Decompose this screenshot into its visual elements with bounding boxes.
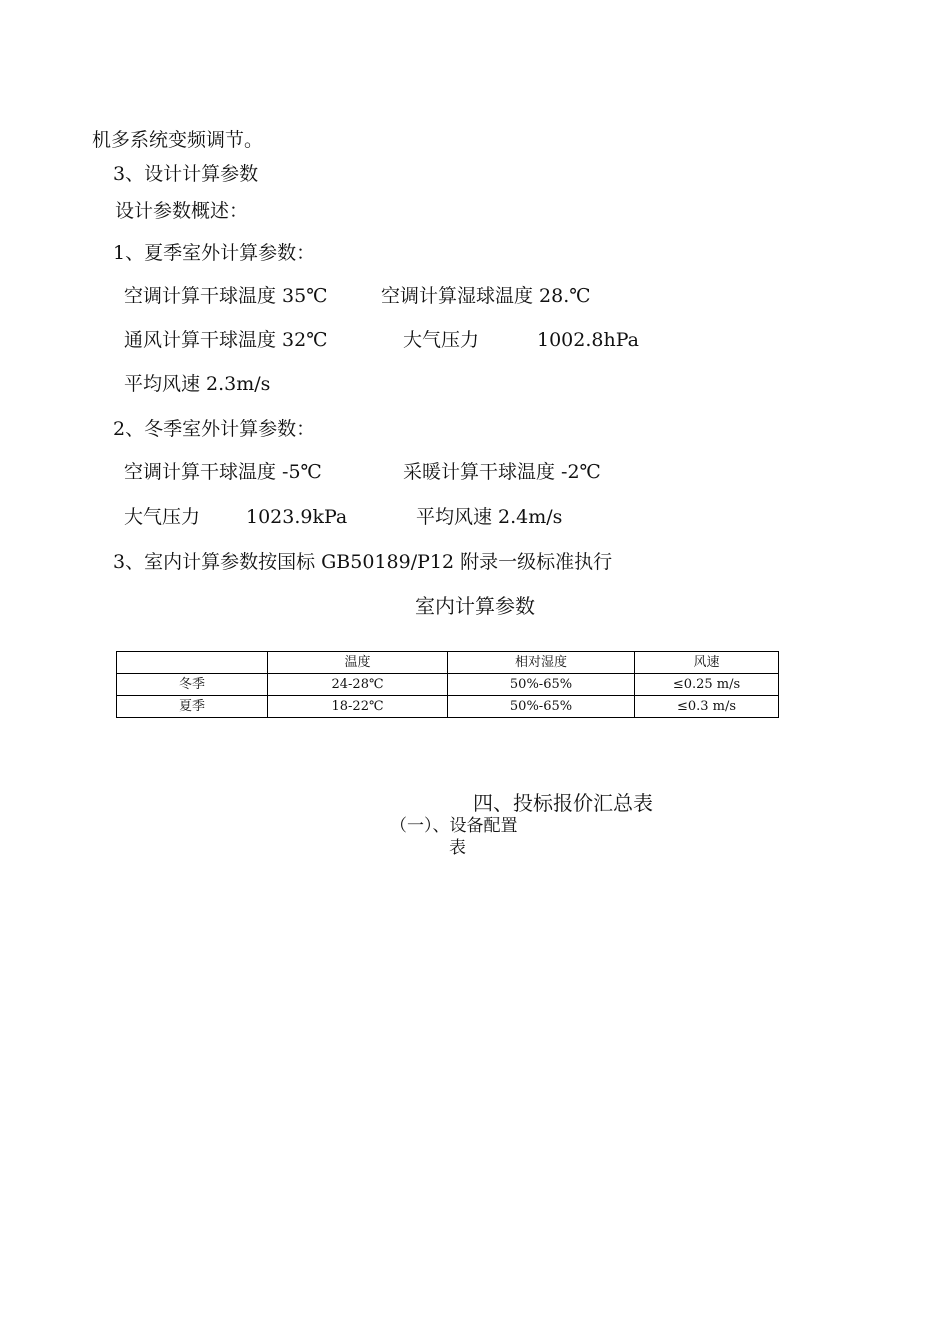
indoor-standard-note: 3、室内计算参数按国标 GB50189/P12 附录一级标准执行 bbox=[113, 551, 613, 573]
overview-heading: 设计参数概述： bbox=[115, 200, 249, 222]
summer-row-2 bbox=[0, 328, 950, 352]
table-title: 室内计算参数 bbox=[415, 594, 535, 618]
table-cell: 18-22℃ bbox=[268, 696, 448, 718]
table-cell: 24-28℃ bbox=[268, 674, 448, 696]
summer-heading: 1、夏季室外计算参数： bbox=[113, 242, 316, 264]
equipment-config-heading: （一）、设备配置 bbox=[390, 816, 518, 836]
summer-pressure-value: 1002.8hPa bbox=[537, 329, 639, 351]
equipment-config-heading-tail: 表 bbox=[449, 838, 466, 858]
summer-pressure-label: 大气压力 bbox=[403, 329, 480, 351]
table-header-cell bbox=[117, 652, 268, 674]
table-cell: 冬季 bbox=[117, 674, 268, 696]
table-cell: ≤0.25 m/s bbox=[635, 674, 779, 696]
intro-tail-text: 机多系统变频调节。 bbox=[92, 129, 264, 151]
winter-dry-bulb-heating: 采暖计算干球温度 -2℃ bbox=[403, 461, 601, 483]
winter-row-2 bbox=[0, 505, 950, 529]
table-row bbox=[117, 674, 779, 696]
table-cell: 50%-65% bbox=[448, 674, 635, 696]
table-cell: ≤0.3 m/s bbox=[635, 696, 779, 718]
table-header-cell: 风速 bbox=[635, 652, 779, 674]
summer-dry-bulb-ac: 空调计算干球温度 35℃ bbox=[124, 285, 328, 307]
winter-wind-speed: 平均风速 2.4m/s bbox=[416, 506, 563, 528]
table-header-row bbox=[117, 652, 779, 674]
summer-wind-speed: 平均风速 2.3m/s bbox=[124, 373, 271, 395]
winter-dry-bulb-ac: 空调计算干球温度 -5℃ bbox=[124, 461, 322, 483]
table-header-cell: 相对湿度 bbox=[448, 652, 635, 674]
winter-heading: 2、冬季室外计算参数： bbox=[113, 418, 316, 440]
winter-pressure-value: 1023.9kPa bbox=[246, 506, 348, 528]
summer-wet-bulb-ac: 空调计算湿球温度 28.℃ bbox=[381, 285, 591, 307]
table-header-cell: 温度 bbox=[268, 652, 448, 674]
winter-row-1 bbox=[0, 460, 950, 484]
table-cell: 夏季 bbox=[117, 696, 268, 718]
winter-pressure-label: 大气压力 bbox=[124, 506, 201, 528]
chapter4-title: 四、投标报价汇总表 bbox=[473, 791, 653, 815]
table-row bbox=[117, 696, 779, 718]
table-cell: 50%-65% bbox=[448, 696, 635, 718]
indoor-params-table bbox=[116, 651, 779, 718]
section3-heading: 3、设计计算参数 bbox=[113, 163, 259, 185]
summer-row-1 bbox=[0, 284, 950, 308]
summer-dry-bulb-ventilation: 通风计算干球温度 32℃ bbox=[124, 329, 328, 351]
